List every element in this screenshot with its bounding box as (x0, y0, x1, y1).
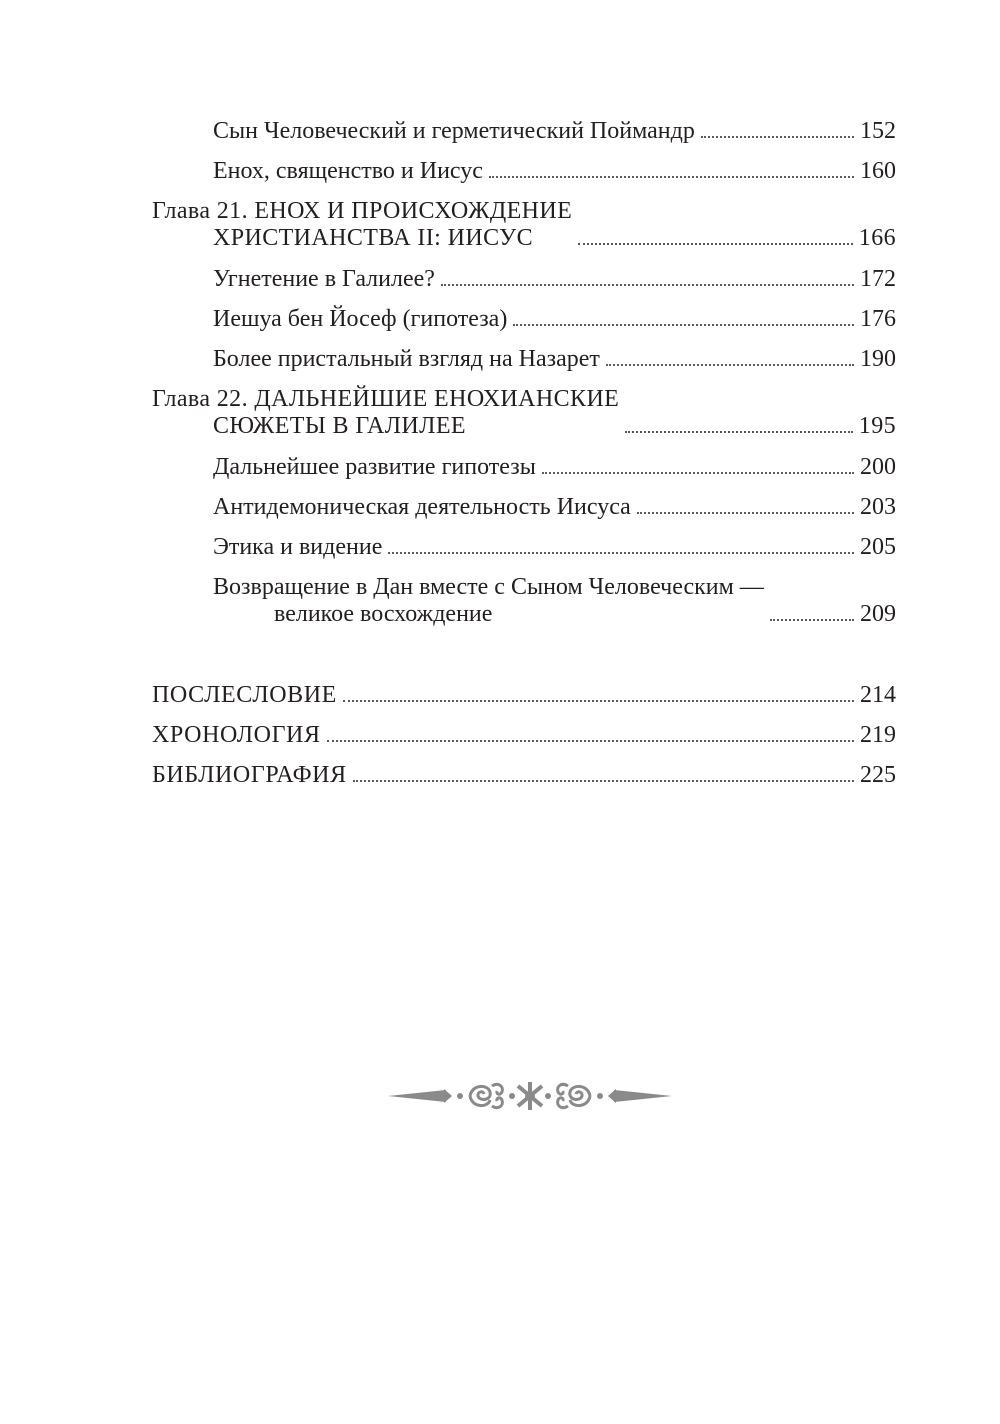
toc-page-number: 214 (860, 682, 896, 708)
toc-page-number: 205 (860, 534, 896, 560)
toc-entry-title (213, 266, 435, 293)
toc-leader-dots (327, 740, 854, 742)
toc-entry-title-line: ПОСЛЕСЛОВИЕ (152, 682, 337, 708)
toc-section-entry[interactable] (213, 266, 896, 293)
toc-chapter-entry[interactable] (152, 198, 896, 252)
toc-leader-dots (542, 472, 854, 474)
toc-leader-dots (606, 364, 854, 366)
toc-page-number: 209 (860, 601, 896, 627)
toc-section-entry[interactable] (213, 574, 896, 628)
toc-section-entry[interactable] (213, 306, 896, 333)
toc-leader-dots (578, 243, 853, 245)
toc-entry-title-line: ХРОНОЛОГИЯ (152, 722, 321, 748)
toc-leader-dots (625, 431, 853, 433)
toc-section-entry[interactable] (213, 534, 896, 561)
toc-entry-title-line: Угнетение в Галилее? (213, 266, 435, 292)
decorative-divider-icon (388, 1078, 672, 1114)
toc-page-number: 190 (860, 346, 896, 372)
toc-section-entry[interactable] (213, 494, 896, 521)
toc-page-number: 166 (858, 225, 896, 251)
toc-entry-title-line: Этика и видение (213, 534, 383, 560)
toc-entry-title-line: ХРИСТИАНСТВА II: ИИСУС (213, 225, 533, 251)
toc-chapter-entry[interactable] (152, 386, 896, 440)
toc-page-number: 152 (860, 118, 896, 144)
toc-entry-title-line: Глава 22. ДАЛЬНЕЙШИЕ ЕНОХИАНСКИЕ (152, 386, 620, 412)
toc-page-number: 195 (858, 413, 896, 439)
toc-section-entry[interactable] (213, 346, 896, 373)
toc-entry-title-line: БИБЛИОГРАФИЯ (152, 762, 347, 788)
toc-entry-title-line: Антидемоническая деятельность Иисуса (213, 494, 631, 520)
toc-entry-title (213, 306, 507, 333)
toc-back-matter-entry[interactable] (152, 682, 896, 709)
toc-page-number: 225 (860, 762, 896, 788)
toc-leader-dots (343, 700, 854, 702)
toc-entry-title-line: Енох, священство и Иисус (213, 158, 483, 184)
toc-entry-title (152, 762, 347, 789)
toc-entry-title-line: Дальнейшее развитие гипотезы (213, 454, 536, 480)
toc-back-matter-entry[interactable] (152, 762, 896, 789)
toc-entry-title (152, 198, 572, 252)
toc-entry-title-line: великое восхождение (274, 601, 493, 627)
toc-page-number: 203 (860, 494, 896, 520)
toc-entry-title-line: Иешуа бен Йосеф (гипотеза) (213, 306, 508, 332)
toc-entry-title-line: Возвращение в Дан вместе с Сыном Человеческим — (213, 574, 764, 600)
toc-entry-title (213, 454, 536, 481)
toc-entry-title-line: Глава 21. ЕНОХ И ПРОИСХОЖДЕНИЕ (152, 198, 573, 224)
toc-page-number: 160 (860, 158, 896, 184)
toc-section-entry[interactable] (213, 158, 896, 185)
toc-leader-dots (353, 780, 854, 782)
toc-entry-title (152, 682, 337, 709)
toc-entry-title (213, 346, 600, 373)
toc-back-matter-entry[interactable] (152, 722, 896, 749)
toc-page-number: 172 (860, 266, 896, 292)
toc-section-entry[interactable] (213, 454, 896, 481)
toc-section-entry[interactable] (213, 118, 896, 145)
toc-entry-title (152, 386, 619, 440)
toc-leader-dots (441, 284, 854, 286)
toc-leader-dots (513, 324, 854, 326)
toc-entry-title (152, 722, 321, 749)
toc-leader-dots (770, 619, 854, 621)
toc-entry-title (213, 494, 631, 521)
toc-entry-title (213, 118, 695, 145)
toc-page-number: 176 (860, 306, 896, 332)
toc-entry-title-line: СЮЖЕТЫ В ГАЛИЛЕЕ (213, 413, 466, 439)
toc-entry-title-line: Сын Человеческий и герметический Поймандр (213, 118, 695, 144)
toc-entry-title (213, 534, 382, 561)
toc-leader-dots (701, 136, 854, 138)
toc-leader-dots (388, 552, 854, 554)
toc-entry-title (213, 574, 764, 628)
toc-page-number: 219 (860, 722, 896, 748)
toc-page-number: 200 (860, 454, 896, 480)
toc-leader-dots (489, 176, 854, 178)
toc-entry-title-line: Более пристальный взгляд на Назарет (213, 346, 600, 372)
toc-leader-dots (637, 512, 854, 514)
toc-entry-title (213, 158, 483, 185)
